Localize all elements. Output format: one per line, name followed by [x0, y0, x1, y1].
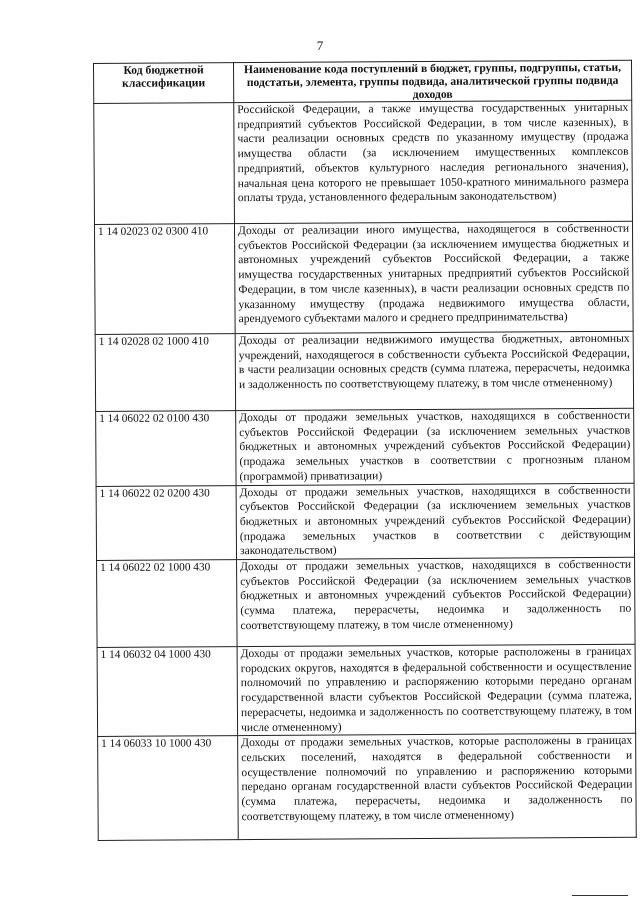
row-description: Доходы от реализации недвижимого имущества бюджетных, автономных учреждений, находящегося в собственности субъекта Российской Федерации, в части реализации основных средств (сумма платежа, перерасчеты, недоимка и задолженность по соответствующему платежу, в том числе отмененному) — [235, 331, 633, 410]
row-description: Доходы от продажи земельных участков, находящихся в собственности субъектов Российской Федерации (за исключением земельных участков бюджетных и автономных учреждений субъектов Российской Федерации) (сумма платежа, перерасчеты, недоимка и задолженность по соответствующему платежу, в том числе отмененному) — [237, 557, 636, 646]
table-row — [96, 483, 634, 561]
row-description: Российской Федерации, а также имущества государственных унитарных предприятий субъектов Российской Федерации, в том числе казенных), в части реализации основных средств по указанному имуществу (продажа имущества области (за исключением имущественных комплексов предприятий, объектов культурного наследия регионального значения), начальная цена которого не превышает 1050-кратного минимального размера оплаты труда, установленного федеральным законодательством) — [234, 100, 633, 223]
row-code: 1 14 02028 02 1000 410 — [95, 334, 235, 412]
page-number: 7 — [316, 38, 324, 53]
row-code: 1 14 02023 02 0300 410 — [94, 224, 235, 335]
row-code: 1 14 06022 02 0200 430 — [96, 485, 236, 560]
table-row — [98, 733, 637, 840]
row-description: Доходы от продажи земельных участков, которые расположены в границах сельских поселений, находятся в федеральной собственности и осуществление полномочий по управлению и распоряжению которыми передано органам государственной власти субъектов Российской Федерации (сумма платежа, перерасчеты, недоимка и задолженность по соответствующему платежу, в том числе отмененному) — [238, 733, 637, 839]
row-code: 1 14 06033 10 1000 430 — [98, 736, 239, 841]
row-description: Доходы от продажи земельных участков, находящихся в собственности субъектов Российской Федерации (за исключением земельных участков бюджетных и автономных учреждений субъектов Российской Федерации) (продажа земельных участков в соответствии с действующим законодательством) — [236, 483, 634, 560]
budget-classification-table — [93, 60, 637, 842]
footer-rule — [572, 895, 628, 896]
table-row — [97, 644, 636, 737]
table-row — [96, 408, 634, 486]
table-row — [95, 331, 633, 411]
table-header-row — [94, 60, 632, 103]
row-code: 1 14 06022 02 1000 430 — [97, 560, 238, 648]
row-code — [94, 103, 235, 225]
row-code: 1 14 06032 04 1000 430 — [97, 647, 238, 737]
table-row — [94, 221, 633, 334]
table-row — [97, 557, 636, 647]
row-description: Доходы от продажи земельных участков, находящихся в собственности субъектов Российской Федерации (за исключением земельных участков бюджетных и автономных учреждений субъектов Российской Федерации) (продажа земельных участков в соответствии с прогнозным планом (программой) приватизации) — [236, 408, 634, 485]
header-name: Наименование кода поступлений в бюджет, группы, подгруппы, статьи, подстатьи, элемента, группы подвида, аналитической группы подвида доходов — [234, 60, 632, 102]
row-description: Доходы от продажи земельных участков, которые расположены в границах городских округов, находятся в федеральной собственности и осуществление полномочий по управлению и распоряжению которыми передано органам государственной власти субъектов Российской Федерации (сумма платежа, перерасчеты, недоимка и задолженность по соответствующему платежу, в том числе отмененному) — [237, 644, 636, 736]
row-description: Доходы от реализации иного имущества, находящегося в собственности субъектов Российской Федерации (за исключением имущества бюджетных и автономных учреждений субъектов Российской Федерации, а также имущества государственных унитарных предприятий субъектов Российской Федерации, в том числе казенных), в части реализации основных средств по указанному имуществу (продажа недвижимого имущества области, арендуемого субъектами малого и среднего предпринимательства) — [234, 221, 633, 333]
header-code: Код бюджетной классификации — [94, 63, 234, 104]
row-code: 1 14 06022 02 0100 430 — [96, 411, 236, 486]
table-row — [94, 100, 633, 224]
